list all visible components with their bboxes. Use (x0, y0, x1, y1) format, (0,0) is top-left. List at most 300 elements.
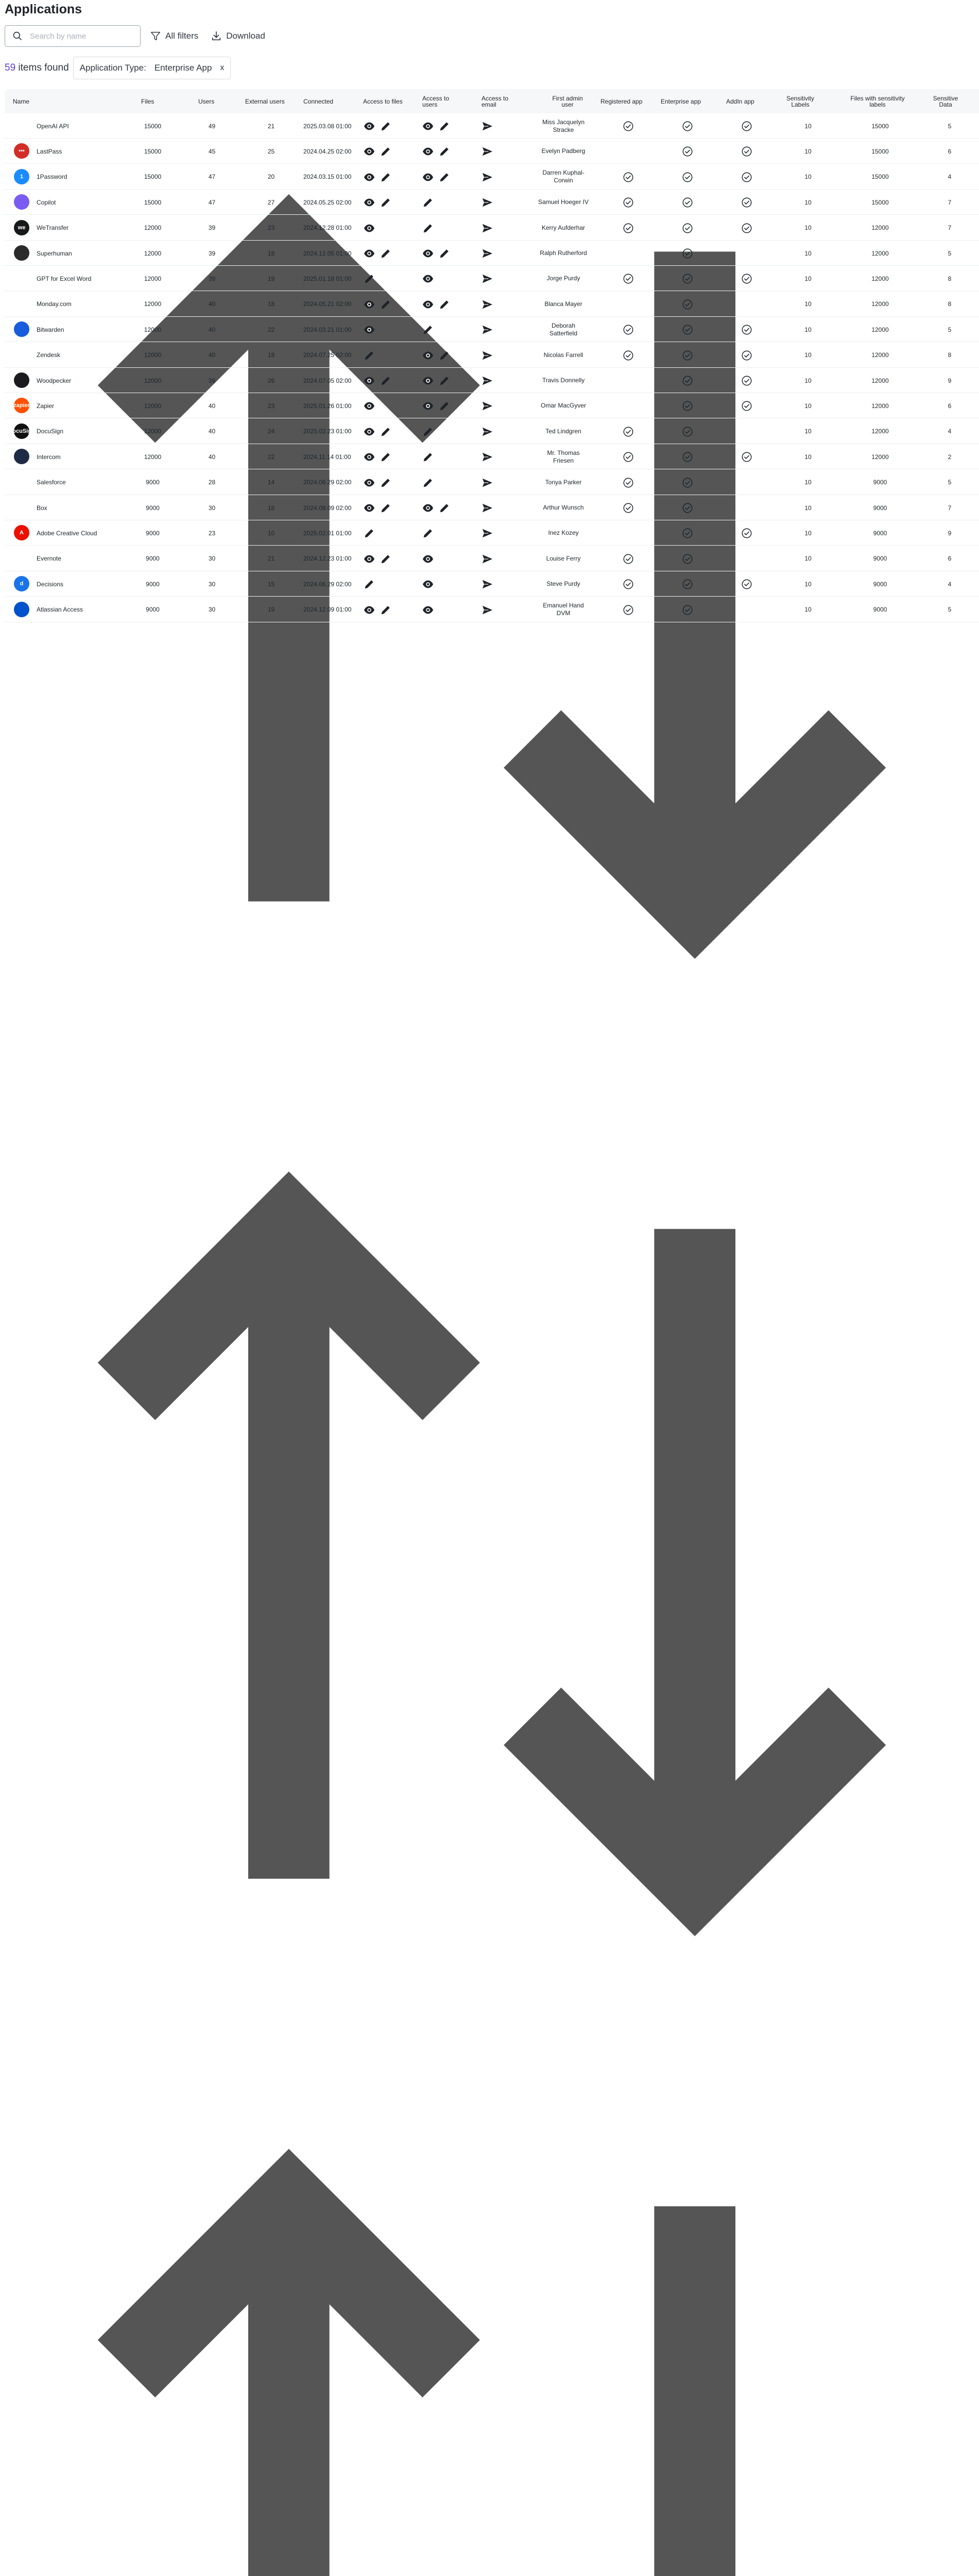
col-access-users[interactable] (422, 89, 458, 113)
col-sensitivity-labels-label-1: Sensitivity (786, 94, 815, 102)
1password-logo (14, 169, 29, 184)
eye-icon (422, 146, 434, 157)
admin-name-line-1: Omar MacGyver (540, 402, 586, 410)
eye-icon (422, 579, 434, 590)
check-circle-icon (682, 223, 693, 234)
files-sensitivity-cell: 12000 (871, 224, 889, 232)
check-circle-icon (682, 375, 693, 386)
col-registered-app-label: Registered app (600, 97, 643, 105)
files-sensitivity-cell: 9000 (873, 555, 887, 563)
admin-name-line-1: Samuel Hoeger IV (538, 198, 589, 206)
first-admin-cell (535, 495, 592, 520)
files-sensitivity-cell: 15000 (871, 198, 889, 206)
app-name[interactable]: Atlassian Access (37, 606, 83, 614)
table-row[interactable] (5, 292, 979, 317)
zapier-logo (14, 398, 29, 413)
col-files-sensitivity-label-2: labels (869, 100, 886, 108)
eye-icon (422, 375, 434, 386)
col-addin-app-label: AddIn app (726, 97, 754, 105)
check-circle-icon (682, 324, 693, 335)
check-circle-icon (623, 324, 634, 335)
app-name[interactable]: Woodpecker (37, 377, 72, 384)
logo-text: ••• (19, 148, 25, 155)
admin-name-line-1: Ralph Rutherford (540, 249, 587, 257)
users-cell: 28 (208, 479, 216, 486)
files-sensitivity-cell: 12000 (871, 249, 889, 257)
files-cell: 12000 (144, 326, 162, 333)
files-cell: 9000 (146, 504, 160, 512)
col-registered-app[interactable] (600, 89, 647, 113)
app-name[interactable]: LastPass (37, 147, 62, 155)
col-sensitivity-labels[interactable] (782, 89, 818, 113)
pencil-icon (422, 426, 434, 437)
download-icon (211, 30, 222, 42)
sort-icon[interactable] (5, 2044, 979, 2576)
admin-name-line-1: Kerry Aufderhar (541, 224, 586, 231)
table-row[interactable] (5, 190, 979, 215)
eye-icon (364, 502, 375, 514)
eye-icon (364, 324, 375, 335)
send-icon (482, 172, 493, 183)
app-name[interactable]: Copilot (37, 198, 56, 206)
check-circle-icon (682, 477, 693, 488)
table-row[interactable] (5, 495, 979, 520)
pencil-icon (364, 528, 375, 539)
files-cell: 12000 (144, 377, 162, 384)
box-logo (14, 500, 29, 515)
admin-name-line-1: Evelyn Padberg (541, 147, 586, 155)
filter-chip-key: Application Type: (79, 63, 146, 73)
first-admin-cell (535, 113, 592, 139)
download-button[interactable] (211, 25, 265, 47)
files-cell: 12000 (144, 351, 162, 359)
first-admin-cell (535, 343, 592, 368)
first-admin-cell (535, 419, 592, 444)
pencil-icon (380, 197, 391, 208)
send-icon (482, 553, 493, 565)
col-first-admin-label-1: First admin (552, 94, 583, 102)
admin-name-line-1: Blanca Mayer (544, 300, 582, 308)
sensitive-data-cell: 4 (948, 580, 952, 588)
col-access-users-label-2: users (422, 100, 438, 108)
eye-icon (364, 172, 375, 183)
col-access-email[interactable] (482, 89, 518, 113)
admin-name-line-1: Inez Kozey (548, 529, 579, 537)
col-files[interactable] (141, 89, 162, 113)
check-circle-icon (741, 324, 752, 335)
check-circle-icon (623, 172, 634, 183)
check-circle-icon (623, 426, 634, 437)
files-sensitivity-cell: 9000 (873, 479, 887, 486)
connected-cell: 2025.01.26 01:00 (303, 402, 352, 410)
users-cell: 40 (208, 326, 216, 333)
users-cell: 30 (208, 555, 216, 563)
connected-cell: 2024.07.05 02:00 (303, 377, 352, 384)
pencil-icon (439, 502, 450, 514)
check-circle-icon (682, 426, 693, 437)
col-external-users-label: External users (245, 97, 285, 105)
connected-cell: 2024.06.29 02:00 (303, 580, 352, 588)
app-name[interactable]: Intercom (37, 453, 61, 461)
sensitive-data-cell: 5 (948, 479, 952, 486)
admin-name-line-1: Tonya Parker (545, 478, 582, 486)
pencil-icon (380, 553, 391, 565)
sensitive-data-cell: 7 (948, 198, 952, 206)
col-sensitive-data-label-1: Sensitive (933, 94, 958, 102)
sensitive-data-cell: 4 (948, 428, 952, 435)
eye-icon (422, 172, 434, 183)
app-name[interactable]: GPT for Excel Word (37, 275, 92, 282)
col-name[interactable] (13, 89, 44, 113)
pencil-icon (439, 400, 450, 412)
app-name[interactable]: Bitwarden (37, 326, 64, 333)
sensitivity-labels-cell: 10 (804, 275, 812, 282)
table-row[interactable] (5, 241, 979, 266)
check-circle-icon (682, 121, 693, 132)
external-users-cell: 21 (267, 122, 275, 130)
check-circle-icon (623, 604, 634, 616)
sensitivity-labels-cell: 10 (804, 122, 812, 130)
col-name-label: Name (13, 97, 30, 105)
table-row[interactable] (5, 444, 979, 469)
eye-icon (422, 604, 434, 616)
send-icon (482, 426, 493, 437)
send-icon (482, 146, 493, 157)
connected-cell: 2024.03.21 01:00 (303, 326, 352, 333)
files-cell: 9000 (146, 555, 160, 563)
sensitivity-labels-cell: 10 (804, 453, 812, 461)
first-admin-cell (535, 520, 592, 546)
app-name[interactable]: Zapier (37, 402, 55, 410)
first-admin-cell (535, 368, 592, 393)
admin-name-line-1: Travis Donnelly (542, 377, 585, 384)
first-admin-cell (535, 266, 592, 291)
check-circle-icon (682, 553, 693, 565)
sensitivity-labels-cell: 10 (804, 504, 812, 512)
sensitive-data-cell: 8 (948, 275, 952, 282)
logo-text: we (18, 224, 26, 231)
first-admin-cell (535, 241, 592, 266)
check-circle-icon (741, 400, 752, 412)
external-users-cell: 19 (267, 606, 275, 614)
external-users-cell: 10 (267, 529, 275, 537)
external-users-cell: 23 (267, 402, 275, 410)
col-addin-app[interactable] (726, 89, 762, 113)
eye-icon (364, 121, 375, 132)
first-admin-cell (535, 215, 592, 241)
sensitivity-labels-cell: 10 (804, 224, 812, 232)
sensitivity-labels-cell: 10 (804, 580, 812, 588)
external-users-cell: 20 (267, 173, 275, 181)
send-icon (482, 528, 493, 539)
woodpecker-logo (14, 372, 29, 388)
connected-cell: 2024.06.29 02:00 (303, 479, 352, 486)
logo-text: box (16, 504, 27, 511)
admin-name-line-1: Darren Kuphal- (542, 169, 585, 177)
search-input[interactable] (30, 32, 133, 41)
app-name[interactable]: DocuSign (37, 428, 64, 435)
check-circle-icon (682, 502, 693, 514)
connected-cell: 2025.02.01 01:00 (303, 529, 352, 537)
files-sensitivity-cell: 12000 (871, 351, 889, 359)
files-cell: 12000 (144, 453, 162, 461)
pencil-icon (380, 146, 391, 157)
files-sensitivity-cell: 15000 (871, 173, 889, 181)
files-sensitivity-cell: 12000 (871, 300, 889, 308)
files-cell: 9000 (146, 606, 160, 614)
eye-icon (364, 400, 375, 412)
eye-icon (364, 223, 375, 234)
sensitive-data-cell: 8 (948, 351, 952, 359)
users-cell: 47 (208, 198, 216, 206)
first-admin-cell (535, 546, 592, 571)
connected-cell: 2024.12.05 01:00 (303, 249, 352, 257)
pencil-icon (364, 273, 375, 284)
files-sensitivity-cell: 12000 (871, 377, 889, 384)
eye-icon (364, 604, 375, 616)
admin-name-line-1: Steve Purdy (546, 580, 580, 588)
pencil-icon (439, 350, 450, 361)
table-row[interactable] (5, 393, 979, 418)
eye-icon (364, 477, 375, 488)
send-icon (482, 197, 493, 208)
pencil-icon (380, 451, 391, 463)
admin-name-line-1: Nicolas Farrell (543, 351, 583, 359)
sensitive-data-cell: 9 (948, 377, 952, 384)
check-circle-icon (682, 604, 693, 616)
check-circle-icon (741, 172, 752, 183)
eye-icon (364, 451, 375, 463)
col-enterprise-app[interactable] (661, 89, 707, 113)
admin-name-line-1: Arthur Wunsch (543, 504, 584, 511)
col-sensitive-data[interactable] (928, 89, 964, 113)
sensitive-data-cell: 2 (948, 453, 952, 461)
eye-icon (422, 553, 434, 565)
sensitive-data-cell: 6 (948, 147, 952, 155)
table-row[interactable] (5, 164, 979, 190)
first-admin-cell (535, 444, 592, 469)
table-row[interactable] (5, 419, 979, 444)
pencil-icon (439, 172, 450, 183)
sensitivity-labels-cell: 10 (804, 173, 812, 181)
connected-cell: 2024.03.15 01:00 (303, 173, 352, 181)
external-users-cell: 23 (267, 224, 275, 232)
pencil-icon (380, 502, 391, 514)
connected-cell: 2024.12.23 01:00 (303, 555, 352, 563)
check-circle-icon (682, 579, 693, 590)
files-cell: 15000 (144, 122, 162, 130)
external-users-cell: 18 (267, 504, 275, 512)
app-name[interactable]: OpenAI API (37, 122, 69, 130)
pencil-icon (380, 299, 391, 310)
pencil-icon (380, 477, 391, 488)
logo-text: d (20, 581, 24, 587)
users-cell: 39 (208, 275, 216, 282)
pencil-icon (439, 299, 450, 310)
files-sensitivity-cell: 15000 (871, 122, 889, 130)
admin-name-line-1: Louise Ferry (546, 554, 581, 562)
eye-icon (364, 197, 375, 208)
col-files-label: Files (141, 97, 154, 105)
users-cell: 30 (208, 580, 216, 588)
table-row[interactable] (5, 520, 979, 546)
external-users-cell: 19 (267, 275, 275, 282)
sensitive-data-cell: 7 (948, 224, 952, 232)
col-files-sensitivity[interactable] (843, 89, 913, 113)
check-circle-icon (741, 273, 752, 284)
app-name[interactable]: Monday.com (37, 300, 72, 308)
eye-icon (422, 248, 434, 259)
col-external-users[interactable] (245, 89, 291, 113)
app-name[interactable]: Zendesk (37, 351, 61, 359)
table-row[interactable] (5, 470, 979, 495)
eye-icon (422, 502, 434, 514)
filter-chip-value: Enterprise App (154, 63, 212, 73)
admin-name-line-1: Emanuel Hand (543, 602, 584, 609)
sensitive-data-cell: 5 (948, 122, 952, 130)
connected-cell: 2025.01.18 01:00 (303, 275, 352, 282)
send-icon (482, 477, 493, 488)
first-admin-cell (535, 470, 592, 495)
sensitivity-labels-cell: 10 (804, 147, 812, 155)
check-circle-icon (682, 172, 693, 183)
files-cell: 12000 (144, 224, 162, 232)
page-title: Applications (5, 2, 82, 16)
first-admin-cell (535, 317, 592, 342)
table-row[interactable] (5, 113, 979, 139)
app-name[interactable]: WeTransfer (37, 224, 69, 232)
admin-name-line-1: Ted Lindgren (545, 427, 581, 435)
external-users-cell: 26 (267, 377, 275, 384)
external-users-cell: 15 (267, 580, 275, 588)
col-access-email-label-2: email (482, 100, 496, 108)
table-row[interactable] (5, 139, 979, 164)
pencil-icon (380, 375, 391, 386)
col-sensitive-data-label-2: Data (939, 100, 952, 108)
files-sensitivity-cell: 9000 (873, 504, 887, 512)
table-row[interactable] (5, 317, 979, 342)
external-users-cell: 14 (267, 479, 275, 486)
send-icon (482, 324, 493, 335)
col-access-files-label: Access to files (363, 97, 403, 105)
sensitive-data-cell: 4 (948, 173, 952, 181)
col-first-admin[interactable] (543, 89, 592, 113)
col-connected-label: Connected (303, 97, 334, 105)
zendesk-logo (14, 347, 29, 363)
all-filters-button[interactable] (150, 25, 198, 47)
sort-icon[interactable] (5, 1066, 979, 2041)
connected-cell: 2025.02.23 01:00 (303, 428, 352, 435)
bitwarden-logo (14, 321, 29, 337)
eye-icon (364, 299, 375, 310)
check-circle-icon (623, 553, 634, 565)
check-circle-icon (741, 197, 752, 208)
external-users-cell: 25 (267, 147, 275, 155)
connected-cell: 2024.05.21 02:00 (303, 300, 352, 308)
search-box[interactable] (5, 25, 141, 47)
app-name[interactable]: Salesforce (37, 479, 66, 486)
files-sensitivity-cell: 15000 (871, 147, 889, 155)
app-name[interactable]: Superhuman (37, 249, 72, 257)
app-name[interactable]: Adobe Creative Cloud (37, 529, 97, 537)
check-circle-icon (682, 248, 693, 259)
check-circle-icon (741, 350, 752, 361)
table-row[interactable] (5, 266, 979, 291)
check-circle-icon (741, 528, 752, 539)
adobe-logo (14, 525, 29, 540)
pencil-icon (439, 375, 450, 386)
app-name[interactable]: Box (37, 504, 47, 512)
table-row[interactable] (5, 215, 979, 241)
connected-cell: 2024.07.25 02:00 (303, 351, 352, 359)
files-cell: 12000 (144, 402, 162, 410)
check-circle-icon (623, 477, 634, 488)
all-filters-label: All filters (165, 31, 199, 41)
app-name[interactable]: 1Password (37, 173, 67, 181)
users-cell: 23 (208, 529, 216, 537)
table-row[interactable] (5, 343, 979, 368)
col-enterprise-app-label: Enterprise app (661, 97, 701, 105)
connected-cell: 2024.12.09 01:00 (303, 606, 352, 614)
table-row[interactable] (5, 571, 979, 597)
col-access-files[interactable] (363, 89, 409, 113)
pencil-icon (439, 121, 450, 132)
table-header (5, 89, 979, 113)
admin-name-line-2: Corwin (554, 177, 573, 184)
check-circle-icon (623, 273, 634, 284)
files-cell: 15000 (144, 198, 162, 206)
col-connected[interactable] (303, 89, 339, 113)
connected-cell: 2024.12.28 01:00 (303, 224, 352, 232)
items-count: 59 (5, 62, 16, 73)
files-sensitivity-cell: 9000 (873, 580, 887, 588)
table-row[interactable] (5, 597, 979, 622)
pencil-icon (364, 579, 375, 590)
eye-icon (364, 146, 375, 157)
users-cell: 45 (208, 147, 216, 155)
files-cell: 15000 (144, 173, 162, 181)
check-circle-icon (682, 197, 693, 208)
files-cell: 15000 (144, 147, 162, 155)
send-icon (482, 579, 493, 590)
eye-icon (422, 350, 434, 361)
monday-logo (14, 296, 29, 312)
eye-icon (422, 400, 434, 412)
check-circle-icon (682, 451, 693, 463)
sensitive-data-cell: 6 (948, 402, 952, 410)
check-circle-icon (682, 273, 693, 284)
admin-name-line-2: Stracke (553, 126, 574, 133)
app-name[interactable]: Evernote (37, 555, 62, 563)
col-access-users-label-1: Access to (422, 94, 450, 102)
first-admin-cell (535, 597, 592, 622)
col-users[interactable] (198, 89, 219, 113)
table-row[interactable] (5, 546, 979, 571)
admin-name-line-2: Satterfield (549, 329, 578, 337)
users-cell: 47 (208, 173, 216, 181)
active-filter-chip (73, 57, 231, 79)
admin-name-line-1: Jorge Purdy (546, 275, 580, 282)
external-users-cell: 18 (267, 351, 275, 359)
table-row[interactable] (5, 368, 979, 393)
external-users-cell: 22 (267, 326, 275, 333)
check-circle-icon (682, 528, 693, 539)
remove-filter-button[interactable]: x (220, 63, 225, 72)
pencil-icon (422, 223, 434, 234)
files-cell: 12000 (144, 249, 162, 257)
pencil-icon (422, 197, 434, 208)
app-name[interactable]: Decisions (37, 580, 64, 588)
